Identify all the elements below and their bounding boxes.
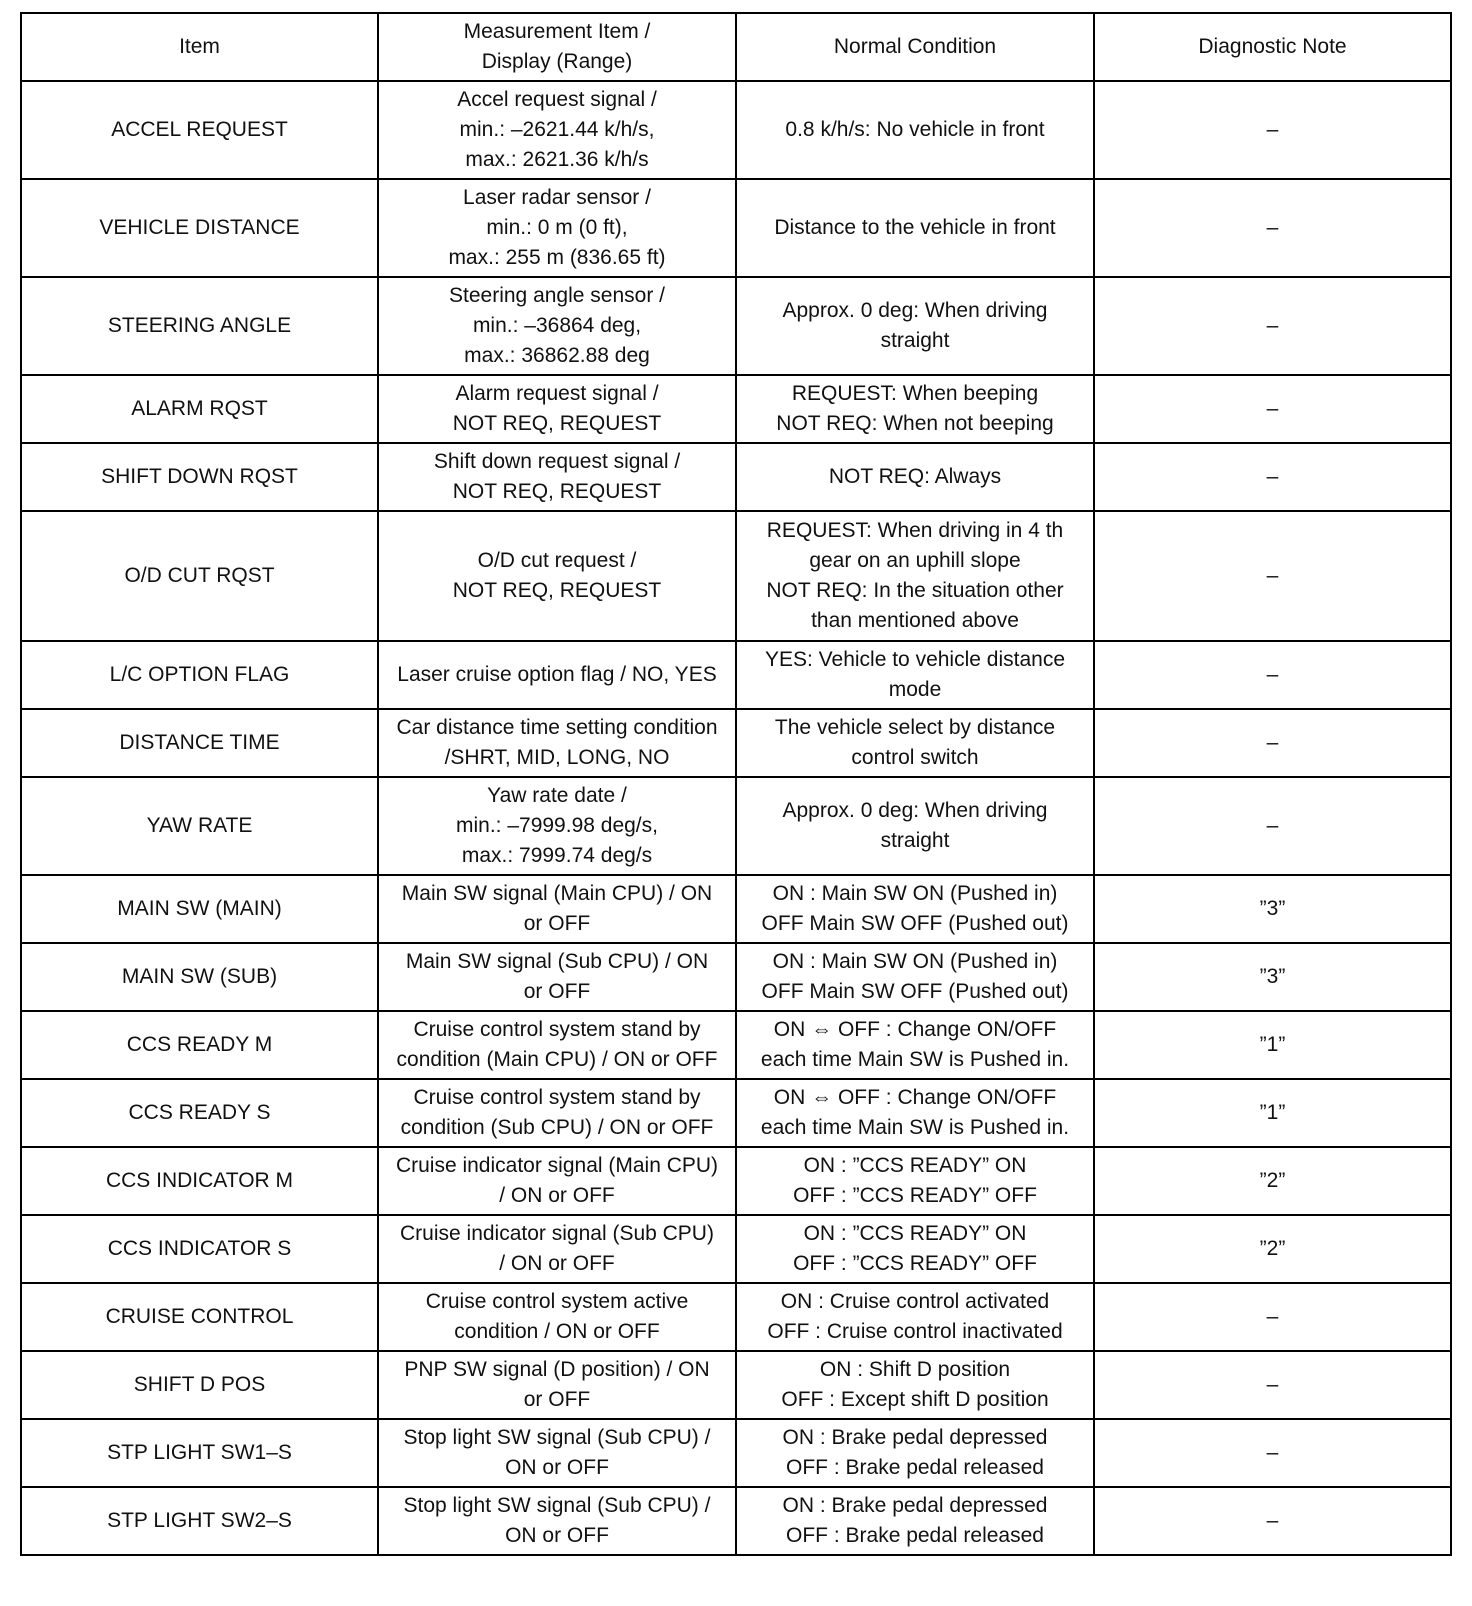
table-row [21,1215,1451,1283]
cell-measurement: Shift down request signal / NOT REQ, REQUEST [378,443,736,511]
table-row [21,875,1451,943]
table-row [21,1283,1451,1351]
cell-measurement: Main SW signal (Main CPU) / ON or OFF [378,875,736,943]
table-row [21,375,1451,443]
cell-diagnostic-note: – [1094,1283,1451,1351]
cell-normal-condition: ON : Brake pedal depressed OFF : Brake pedal released [736,1487,1094,1555]
table-row [21,943,1451,1011]
cell-item: YAW RATE [21,777,378,875]
cell-normal-condition: ON : Main SW ON (Pushed in) OFF Main SW OFF (Pushed out) [736,875,1094,943]
table-row [21,81,1451,179]
cell-measurement: Stop light SW signal (Sub CPU) / ON or OFF [378,1487,736,1555]
cell-item: MAIN SW (SUB) [21,943,378,1011]
table-row [21,511,1451,641]
cell-normal-condition: NOT REQ: Always [736,443,1094,511]
cell-item: CCS INDICATOR S [21,1215,378,1283]
cell-measurement: Cruise control system stand by condition (Sub CPU) / ON or OFF [378,1079,736,1147]
cell-measurement: Car distance time setting condition /SHRT, MID, LONG, NO [378,709,736,777]
cell-normal-condition: ON : Main SW ON (Pushed in) OFF Main SW OFF (Pushed out) [736,943,1094,1011]
cell-measurement: Laser cruise option flag / NO, YES [378,641,736,709]
table-row [21,641,1451,709]
cell-item: SHIFT D POS [21,1351,378,1419]
cell-item: ACCEL REQUEST [21,81,378,179]
cell-normal-condition: ON : Cruise control activated OFF : Cruise control inactivated [736,1283,1094,1351]
cell-diagnostic-note: – [1094,443,1451,511]
cell-normal-condition: ON : ”CCS READY” ON OFF : ”CCS READY” OFF [736,1147,1094,1215]
table-row [21,1011,1451,1079]
table-row [21,1487,1451,1555]
cell-normal-condition: Approx. 0 deg: When driving straight [736,777,1094,875]
cell-item: DISTANCE TIME [21,709,378,777]
cell-normal-condition: REQUEST: When driving in 4 th gear on an uphill slope NOT REQ: In the situation other than mentioned above [736,511,1094,641]
cell-normal-condition: ON : ”CCS READY” ON OFF : ”CCS READY” OFF [736,1215,1094,1283]
cell-measurement: O/D cut request / NOT REQ, REQUEST [378,511,736,641]
cell-item: O/D CUT RQST [21,511,378,641]
cell-diagnostic-note: ”3” [1094,875,1451,943]
cell-measurement: Accel request signal / min.: –2621.44 k/h/s, max.: 2621.36 k/h/s [378,81,736,179]
cell-item: ALARM RQST [21,375,378,443]
cell-diagnostic-note: ”1” [1094,1079,1451,1147]
cell-normal-condition: ON : Brake pedal depressed OFF : Brake pedal released [736,1419,1094,1487]
cell-measurement: PNP SW signal (D position) / ON or OFF [378,1351,736,1419]
diagnostic-data-table [20,12,1452,1556]
table-row [21,1419,1451,1487]
cell-normal-condition: REQUEST: When beeping NOT REQ: When not beeping [736,375,1094,443]
cell-diagnostic-note: – [1094,277,1451,375]
cell-item: STP LIGHT SW1–S [21,1419,378,1487]
table-row [21,777,1451,875]
cell-measurement: Cruise indicator signal (Sub CPU) / ON or OFF [378,1215,736,1283]
header-diagnostic-note: Diagnostic Note [1094,13,1451,81]
table-row [21,277,1451,375]
cell-measurement: Stop light SW signal (Sub CPU) / ON or OFF [378,1419,736,1487]
cell-diagnostic-note: – [1094,777,1451,875]
cell-normal-condition: YES: Vehicle to vehicle distance mode [736,641,1094,709]
table-row [21,443,1451,511]
cell-diagnostic-note: – [1094,375,1451,443]
cell-normal-condition: Distance to the vehicle in front [736,179,1094,277]
table-row [21,709,1451,777]
cell-item: CRUISE CONTROL [21,1283,378,1351]
table-row [21,1147,1451,1215]
cell-normal-condition: ON ⇔ OFF : Change ON/OFF each time Main SW is Pushed in. [736,1011,1094,1079]
header-row [21,13,1451,81]
cell-item: STP LIGHT SW2–S [21,1487,378,1555]
table-row [21,179,1451,277]
cell-normal-condition: The vehicle select by distance control switch [736,709,1094,777]
cell-item: L/C OPTION FLAG [21,641,378,709]
cell-measurement: Yaw rate date / min.: –7999.98 deg/s, max.: 7999.74 deg/s [378,777,736,875]
cell-normal-condition: ON : Shift D position OFF : Except shift D position [736,1351,1094,1419]
cell-measurement: Cruise control system active condition / ON or OFF [378,1283,736,1351]
cell-item: CCS INDICATOR M [21,1147,378,1215]
cell-measurement: Cruise control system stand by condition (Main CPU) / ON or OFF [378,1011,736,1079]
cell-diagnostic-note: ”2” [1094,1147,1451,1215]
table-row [21,1351,1451,1419]
cell-measurement: Laser radar sensor / min.: 0 m (0 ft), max.: 255 m (836.65 ft) [378,179,736,277]
cell-item: SHIFT DOWN RQST [21,443,378,511]
cell-normal-condition: ON ⇔ OFF : Change ON/OFF each time Main SW is Pushed in. [736,1079,1094,1147]
cell-diagnostic-note: ”2” [1094,1215,1451,1283]
cell-normal-condition: Approx. 0 deg: When driving straight [736,277,1094,375]
cell-diagnostic-note: ”3” [1094,943,1451,1011]
header-item: Item [21,13,378,81]
cell-measurement: Main SW signal (Sub CPU) / ON or OFF [378,943,736,1011]
cell-diagnostic-note: ”1” [1094,1011,1451,1079]
cell-diagnostic-note: – [1094,179,1451,277]
cell-diagnostic-note: – [1094,1419,1451,1487]
header-measurement: Measurement Item / Display (Range) [378,13,736,81]
cell-diagnostic-note: – [1094,1487,1451,1555]
cell-normal-condition: 0.8 k/h/s: No vehicle in front [736,81,1094,179]
cell-diagnostic-note: – [1094,641,1451,709]
cell-diagnostic-note: – [1094,1351,1451,1419]
cell-measurement: Steering angle sensor / min.: –36864 deg, max.: 36862.88 deg [378,277,736,375]
cell-measurement: Alarm request signal / NOT REQ, REQUEST [378,375,736,443]
cell-measurement: Cruise indicator signal (Main CPU) / ON or OFF [378,1147,736,1215]
cell-diagnostic-note: – [1094,511,1451,641]
cell-diagnostic-note: – [1094,81,1451,179]
cell-item: CCS READY M [21,1011,378,1079]
header-normal-condition: Normal Condition [736,13,1094,81]
cell-item: VEHICLE DISTANCE [21,179,378,277]
cell-item: MAIN SW (MAIN) [21,875,378,943]
cell-item: CCS READY S [21,1079,378,1147]
cell-diagnostic-note: – [1094,709,1451,777]
cell-item: STEERING ANGLE [21,277,378,375]
table-row [21,1079,1451,1147]
